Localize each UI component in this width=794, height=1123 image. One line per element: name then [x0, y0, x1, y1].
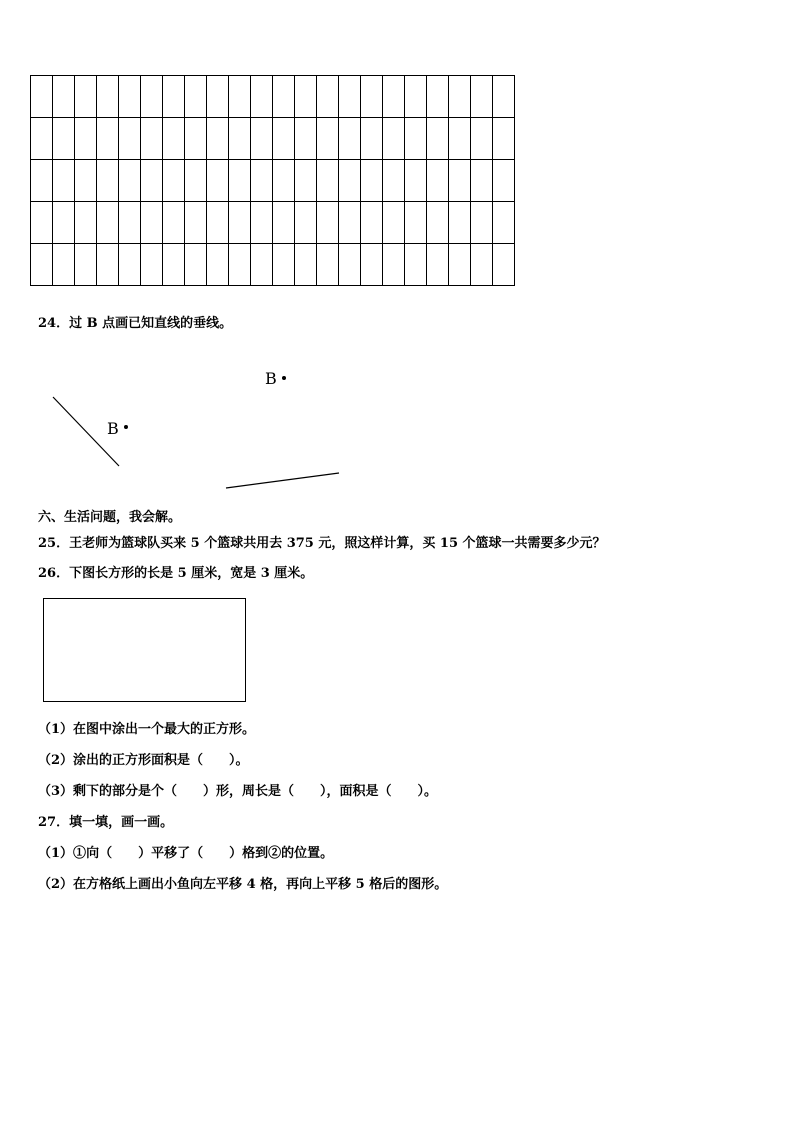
grid-cell — [251, 76, 273, 118]
grid-cell — [119, 202, 141, 244]
grid-cell — [383, 76, 405, 118]
question-24-number: 24． — [38, 316, 70, 331]
grid-cell — [53, 160, 75, 202]
grid-cell — [119, 160, 141, 202]
grid-cell — [141, 76, 163, 118]
grid-cell — [53, 202, 75, 244]
grid-cell — [163, 160, 185, 202]
grid-cell — [449, 76, 471, 118]
grid-cell — [493, 160, 515, 202]
grid-cell — [361, 160, 383, 202]
grid-cell — [97, 118, 119, 160]
given-line-2 — [226, 473, 339, 488]
grid-cell — [317, 118, 339, 160]
grid-cell — [273, 244, 295, 286]
grid-cell — [119, 244, 141, 286]
grid-cell — [207, 244, 229, 286]
grid-cell — [207, 76, 229, 118]
grid-cell — [405, 160, 427, 202]
grid-cell — [229, 244, 251, 286]
circled-one: ① — [73, 846, 87, 861]
grid-cell — [31, 160, 53, 202]
grid-cell — [273, 160, 295, 202]
grid-cell — [163, 202, 185, 244]
grid-cell — [273, 118, 295, 160]
grid-cell — [295, 118, 317, 160]
grid-cell — [97, 202, 119, 244]
grid-cell — [427, 160, 449, 202]
grid-cell — [339, 202, 361, 244]
question-26-sub3: （3）剩下的部分是个（ ）形，周长是（ ），面积是（ ）。 — [38, 784, 438, 799]
grid-cell — [317, 202, 339, 244]
grid-cell — [251, 202, 273, 244]
grid-cell — [141, 160, 163, 202]
grid-cell — [53, 118, 75, 160]
question-24-text: 过 B 点画已知直线的垂线。 — [69, 316, 233, 331]
grid-cell — [361, 118, 383, 160]
question-27-sub2: （2）在方格纸上画出小鱼向左平移 4 格，再向上平移 5 格后的图形。 — [38, 877, 448, 892]
point-b-dot-1 — [282, 376, 286, 380]
grid-row — [31, 76, 515, 118]
grid-cell — [361, 202, 383, 244]
grid-cell — [295, 76, 317, 118]
grid-cell — [185, 76, 207, 118]
grid-cell — [119, 118, 141, 160]
grid-cell — [493, 244, 515, 286]
grid-cell — [493, 202, 515, 244]
grid-cell — [251, 244, 273, 286]
circled-two: ② — [268, 846, 282, 861]
grid-cell — [427, 244, 449, 286]
grid-cell — [31, 118, 53, 160]
question-27-sub1-mid: 向（ ）平移了（ ）格到 — [86, 846, 269, 861]
grid-cell — [449, 160, 471, 202]
grid-cell — [471, 76, 493, 118]
grid-cell — [273, 202, 295, 244]
grid-cell — [383, 160, 405, 202]
grid-cell — [185, 202, 207, 244]
question-26-text: 下图长方形的长是 5 厘米，宽是 3 厘米。 — [69, 566, 314, 581]
question-24 — [38, 316, 232, 332]
grid-cell — [185, 244, 207, 286]
grid-cell — [185, 118, 207, 160]
grid-cell — [427, 118, 449, 160]
question-25-number: 25． — [38, 536, 70, 551]
question-27-text: 填一填，画一画。 — [69, 815, 174, 830]
grid-cell — [339, 244, 361, 286]
grid-cell — [207, 202, 229, 244]
grid-cell — [229, 76, 251, 118]
grid-cell — [295, 244, 317, 286]
grid-cell — [97, 160, 119, 202]
grid-cell — [339, 160, 361, 202]
grid-cell — [229, 118, 251, 160]
grid-cell — [141, 244, 163, 286]
question-25-text: 王老师为篮球队买来 5 个篮球共用去 375 元，照这样计算，买 15 个篮球一共需要多少元？ — [69, 536, 606, 551]
grid-paper — [30, 75, 515, 286]
grid-cell — [471, 244, 493, 286]
grid-cell — [141, 118, 163, 160]
grid-cell — [31, 202, 53, 244]
grid-cell — [97, 244, 119, 286]
grid-cell — [493, 118, 515, 160]
rectangle-figure — [43, 598, 246, 702]
grid-cell — [75, 76, 97, 118]
grid-cell — [471, 118, 493, 160]
grid-cell — [75, 160, 97, 202]
grid-cell — [97, 76, 119, 118]
question-27-number: 27． — [38, 815, 70, 830]
question-26-sub1: （1）在图中涂出一个最大的正方形。 — [38, 722, 256, 737]
grid-cell — [207, 160, 229, 202]
grid-cell — [493, 76, 515, 118]
grid-cell — [31, 76, 53, 118]
question-27-sub1-prefix: （1） — [38, 846, 74, 861]
grid-cell — [75, 202, 97, 244]
grid-cell — [295, 202, 317, 244]
grid-cell — [405, 202, 427, 244]
grid-cell — [31, 244, 53, 286]
grid-cell — [405, 118, 427, 160]
point-b-label-2: B — [107, 419, 119, 438]
question-26-number: 26． — [38, 566, 70, 581]
grid-cell — [273, 76, 295, 118]
grid-row — [31, 244, 515, 286]
grid-cell — [449, 202, 471, 244]
question-26 — [38, 566, 313, 582]
question-26-sub2: （2）涂出的正方形面积是（ ）。 — [38, 753, 249, 768]
grid-cell — [53, 76, 75, 118]
perpendicular-figure — [0, 340, 400, 500]
grid-cell — [53, 244, 75, 286]
grid-cell — [405, 76, 427, 118]
grid-cell — [383, 244, 405, 286]
section-6-title: 六、生活问题，我会解。 — [38, 510, 182, 525]
grid-cell — [427, 76, 449, 118]
grid-cell — [207, 118, 229, 160]
grid-cell — [163, 244, 185, 286]
grid-cell — [471, 160, 493, 202]
grid-cell — [361, 76, 383, 118]
question-27-sub1-suffix: 的位置。 — [281, 846, 334, 861]
grid-cell — [141, 202, 163, 244]
grid-row — [31, 160, 515, 202]
grid-cell — [75, 118, 97, 160]
grid-cell — [449, 244, 471, 286]
grid-row — [31, 118, 515, 160]
grid-cell — [119, 76, 141, 118]
grid-cell — [163, 118, 185, 160]
grid-cell — [427, 202, 449, 244]
grid-cell — [361, 244, 383, 286]
question-27 — [38, 815, 173, 831]
grid-cell — [251, 160, 273, 202]
grid-cell — [251, 118, 273, 160]
grid-cell — [185, 160, 207, 202]
grid-cell — [317, 76, 339, 118]
question-27-sub1 — [38, 846, 333, 862]
grid-cell — [471, 202, 493, 244]
question-25 — [38, 536, 606, 552]
grid-cell — [317, 244, 339, 286]
grid-cell — [449, 118, 471, 160]
grid-cell — [339, 118, 361, 160]
grid-cell — [163, 76, 185, 118]
grid-cell — [339, 76, 361, 118]
point-b-label-1: B — [265, 369, 277, 388]
grid-cell — [383, 118, 405, 160]
grid-cell — [229, 160, 251, 202]
grid-row — [31, 202, 515, 244]
grid-cell — [295, 160, 317, 202]
grid-cell — [229, 202, 251, 244]
grid-cell — [317, 160, 339, 202]
grid-cell — [383, 202, 405, 244]
grid-cell — [405, 244, 427, 286]
point-b-dot-2 — [124, 425, 128, 429]
grid-cell — [75, 244, 97, 286]
